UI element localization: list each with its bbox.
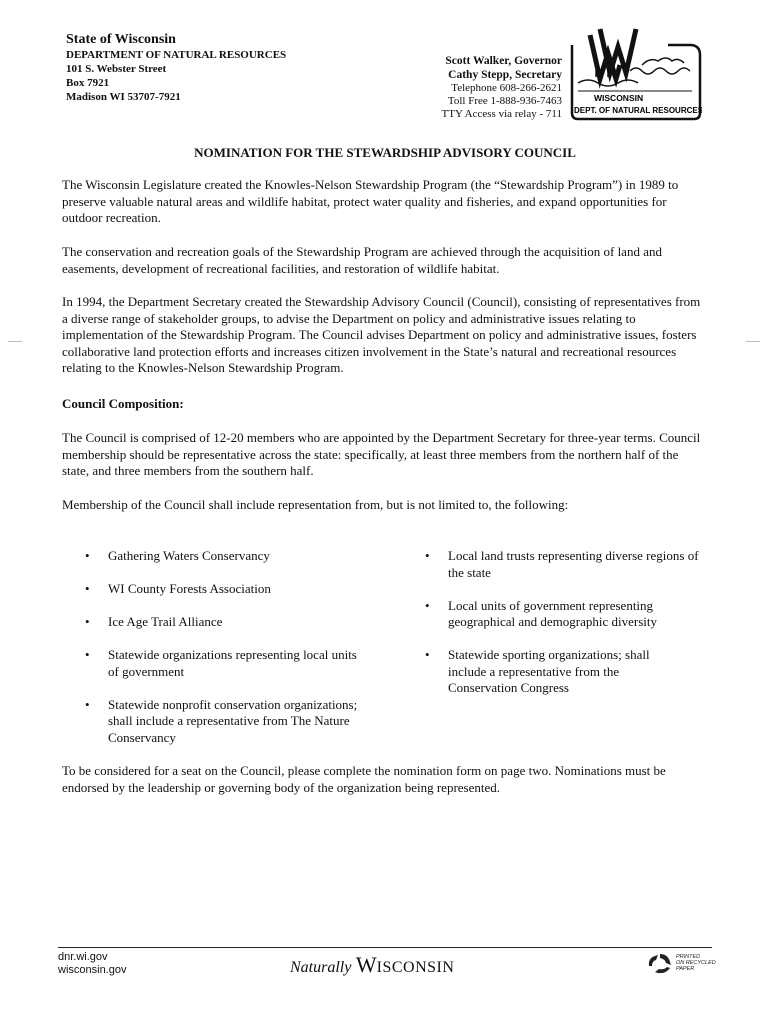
list-item: • Statewide sporting organizations; shall include a representative from the Conservation Congress — [421, 647, 678, 697]
membership-list-left — [81, 548, 371, 763]
naturally-wisconsin-wordmark — [290, 952, 454, 978]
officials-contact — [442, 54, 562, 121]
dnr-logo-icon — [568, 25, 702, 121]
history-paragraph: In 1994, the Department Secretary created the Stewardship Advisory Council (Council), consisting of representatives from a diverse range of stakeholder groups, to advise the Department on policy and administrative issues relating to implementation of the Stewardship Program. The Council advises Department on policy and administrative issues, fosters collaborative land protection efforts and increases citizen involvement in the State’s natural and recreational resources relating to the Knowles-Nelson Stewardship Program. — [62, 294, 701, 375]
list-item: • Ice Age Trail Alliance — [81, 614, 371, 631]
page-title: NOMINATION FOR THE STEWARDSHIP ADVISORY COUNCIL — [194, 145, 576, 160]
margin-mark-left — [8, 341, 22, 342]
recycled-line: PRINTED — [676, 954, 701, 960]
naturally-word: Naturally — [290, 959, 352, 976]
recycled-line: PAPER — [676, 966, 695, 972]
recycle-icon — [646, 952, 674, 976]
tty-access: TTY Access via relay - 711 — [441, 108, 562, 120]
city-zip: Madison WI 53707-7921 — [66, 91, 181, 103]
wisconsin-rest: ISCONSIN — [376, 959, 455, 976]
street-address: 101 S. Webster Street — [66, 63, 167, 75]
membership-intro: Membership of the Council shall include representation from, but is not limited to, the following: — [62, 497, 569, 512]
nomination-instructions: To be considered for a seat on the Council, please complete the nomination form on page two. Nominations must be endorsed by the leadership or governing body of the organization being represented. — [62, 763, 666, 795]
list-item: • WI County Forests Association — [81, 581, 371, 598]
telephone: Telephone 608-266-2621 — [451, 82, 562, 94]
agency-address — [66, 32, 286, 104]
intro-paragraph: The Wisconsin Legislature created the Knowles-Nelson Stewardship Program (the “Stewardship Program”) in 1989 to preserve valuable natural areas and wildlife habitat, protect water quality and fisheries, and expand opportunities for outdoor recreation. — [62, 177, 679, 225]
toll-free: Toll Free 1-888-936-7463 — [447, 95, 562, 107]
footer-divider — [58, 947, 712, 948]
membership-list-right — [421, 548, 711, 713]
recycled-text — [676, 954, 716, 972]
list-item: • Gathering Waters Conservancy — [81, 548, 371, 565]
recycled-line: ON RECYCLED — [676, 960, 716, 966]
po-box: Box 7921 — [66, 77, 110, 89]
wisconsin-website-link[interactable]: wisconsin.gov — [58, 964, 127, 976]
footer-links — [58, 951, 126, 977]
composition-paragraph: The Council is comprised of 12-20 members who are appointed by the Department Secretary for three-year terms. Council membership should be representative across the state: specifically, at least three members from the northern half of the state, and three members from the southern half. — [62, 430, 701, 478]
logo-line1: WISCONSIN — [594, 93, 644, 103]
list-item: • Statewide organizations representing local units of government — [81, 647, 358, 680]
state-name: State of Wisconsin — [66, 32, 176, 47]
wisconsin-initial: W — [355, 952, 377, 977]
dnr-website-link[interactable]: dnr.wi.gov — [58, 951, 108, 963]
composition-heading: Council Composition: — [62, 396, 184, 411]
dnr-logo — [568, 25, 702, 121]
goals-paragraph: The conservation and recreation goals of the Stewardship Program are achieved through the acquisition of land and easements, development of recreational facilities, and restoration of wildlife habitat. — [62, 244, 662, 276]
department-name: DEPARTMENT OF NATURAL RESOURCES — [66, 49, 287, 61]
list-item: • Statewide nonprofit conservation organizations; shall include a representative from The Nature Conservancy — [81, 697, 358, 747]
secretary-name: Cathy Stepp, Secretary — [448, 69, 562, 81]
margin-mark-right — [746, 341, 760, 342]
governor-name: Scott Walker, Governor — [445, 55, 562, 67]
list-item: • Local units of government representing geographical and demographic diversity — [421, 598, 711, 631]
recycled-paper-mark — [646, 952, 716, 978]
list-item: • Local land trusts representing diverse regions of the state — [421, 548, 711, 581]
logo-line2: DEPT. OF NATURAL RESOURCES — [574, 106, 702, 115]
